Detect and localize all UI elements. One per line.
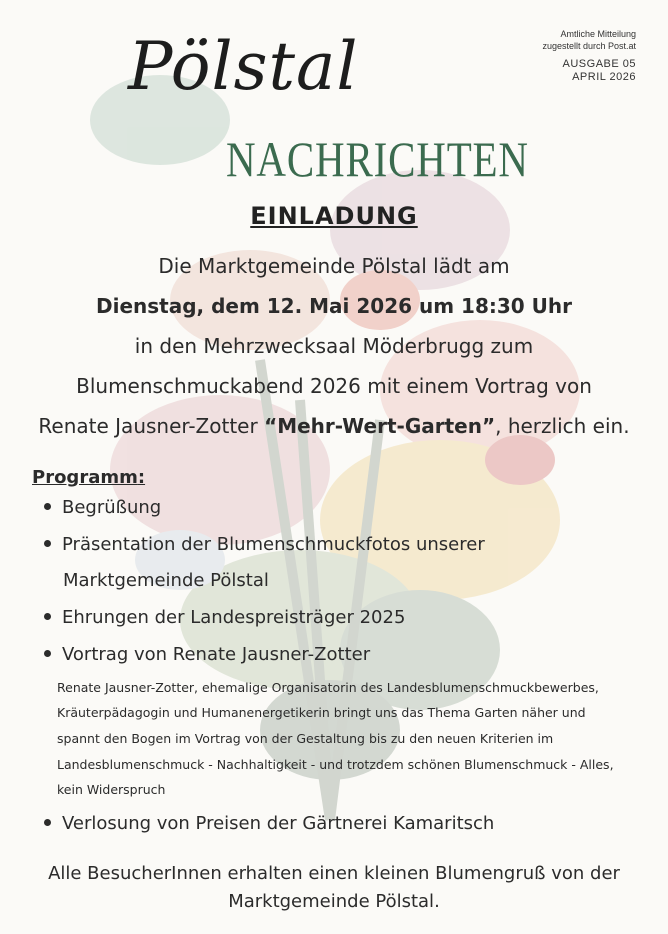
issue-date: APRIL 2026 [572, 71, 636, 83]
bullet-icon [44, 819, 51, 826]
program-item: Präsentation der Blumenschmuckfotos unserer [44, 534, 485, 555]
invitation-line-4: Blumenschmuckabend 2026 mit einem Vortrag von [76, 374, 592, 398]
talk-description-line: Kräuterpädagogin und Humanenergetikerin bringt uns das Thema Garten näher und [57, 705, 586, 720]
masthead-subtitle: NACHRICHTEN [226, 131, 529, 187]
bullet-icon [44, 613, 51, 620]
bullet-icon [44, 540, 51, 547]
notice-line-1: Amtliche Mitteilung [560, 29, 636, 39]
footer-note [0, 860, 668, 916]
speaker-name: Renate Jausner-Zotter [38, 414, 265, 438]
bullet-icon [44, 650, 51, 657]
invitation-line-3: in den Mehrzwecksaal Möderbrugg zum [134, 334, 534, 358]
invitation-closing: , herzlich ein. [495, 414, 630, 438]
invitation-line-1: Die Marktgemeinde Pölstal lädt am [158, 254, 510, 278]
footer-line-1: Alle BesucherInnen erhalten einen kleinen Blumengruß von der [48, 863, 620, 884]
program-item: Ehrungen der Landespreisträger 2025 [44, 607, 405, 628]
invitation-line-5 [0, 414, 668, 438]
program-item: Begrüßung [44, 497, 161, 518]
masthead-title: Pölstal [128, 28, 359, 105]
official-notice [542, 28, 636, 84]
talk-description-line: Landesblumenschmuck - Nachhaltigkeit - und trotzdem schönen Blumenschmuck - Alles, [57, 757, 614, 772]
program-heading: Programm: [32, 467, 146, 488]
talk-description-line: kein Widerspruch [57, 782, 166, 797]
talk-description-line: Renate Jausner-Zotter, ehemalige Organisatorin des Landesblumenschmuckbewerbes, [57, 680, 599, 695]
bullet-icon [44, 503, 51, 510]
program-item-continuation: Marktgemeinde Pölstal [63, 570, 269, 591]
program-item: Verlosung von Preisen der Gärtnerei Kamaritsch [44, 813, 494, 834]
program-item: Vortrag von Renate Jausner-Zotter [44, 644, 370, 665]
talk-description-line: spannt den Bogen im Vortrag von der Gestaltung bis zu den neuen Kriterien im [57, 731, 554, 746]
invitation-date-line: Dienstag, dem 12. Mai 2026 um 18:30 Uhr [95, 294, 573, 318]
invitation-title: EINLADUNG [250, 202, 418, 230]
notice-line-2: zugestellt durch Post.at [542, 41, 636, 51]
issue-number: AUSGABE 05 [562, 58, 636, 70]
talk-title: “Mehr-Wert-Garten” [264, 414, 496, 438]
footer-line-2: Marktgemeinde Pölstal. [228, 891, 440, 912]
